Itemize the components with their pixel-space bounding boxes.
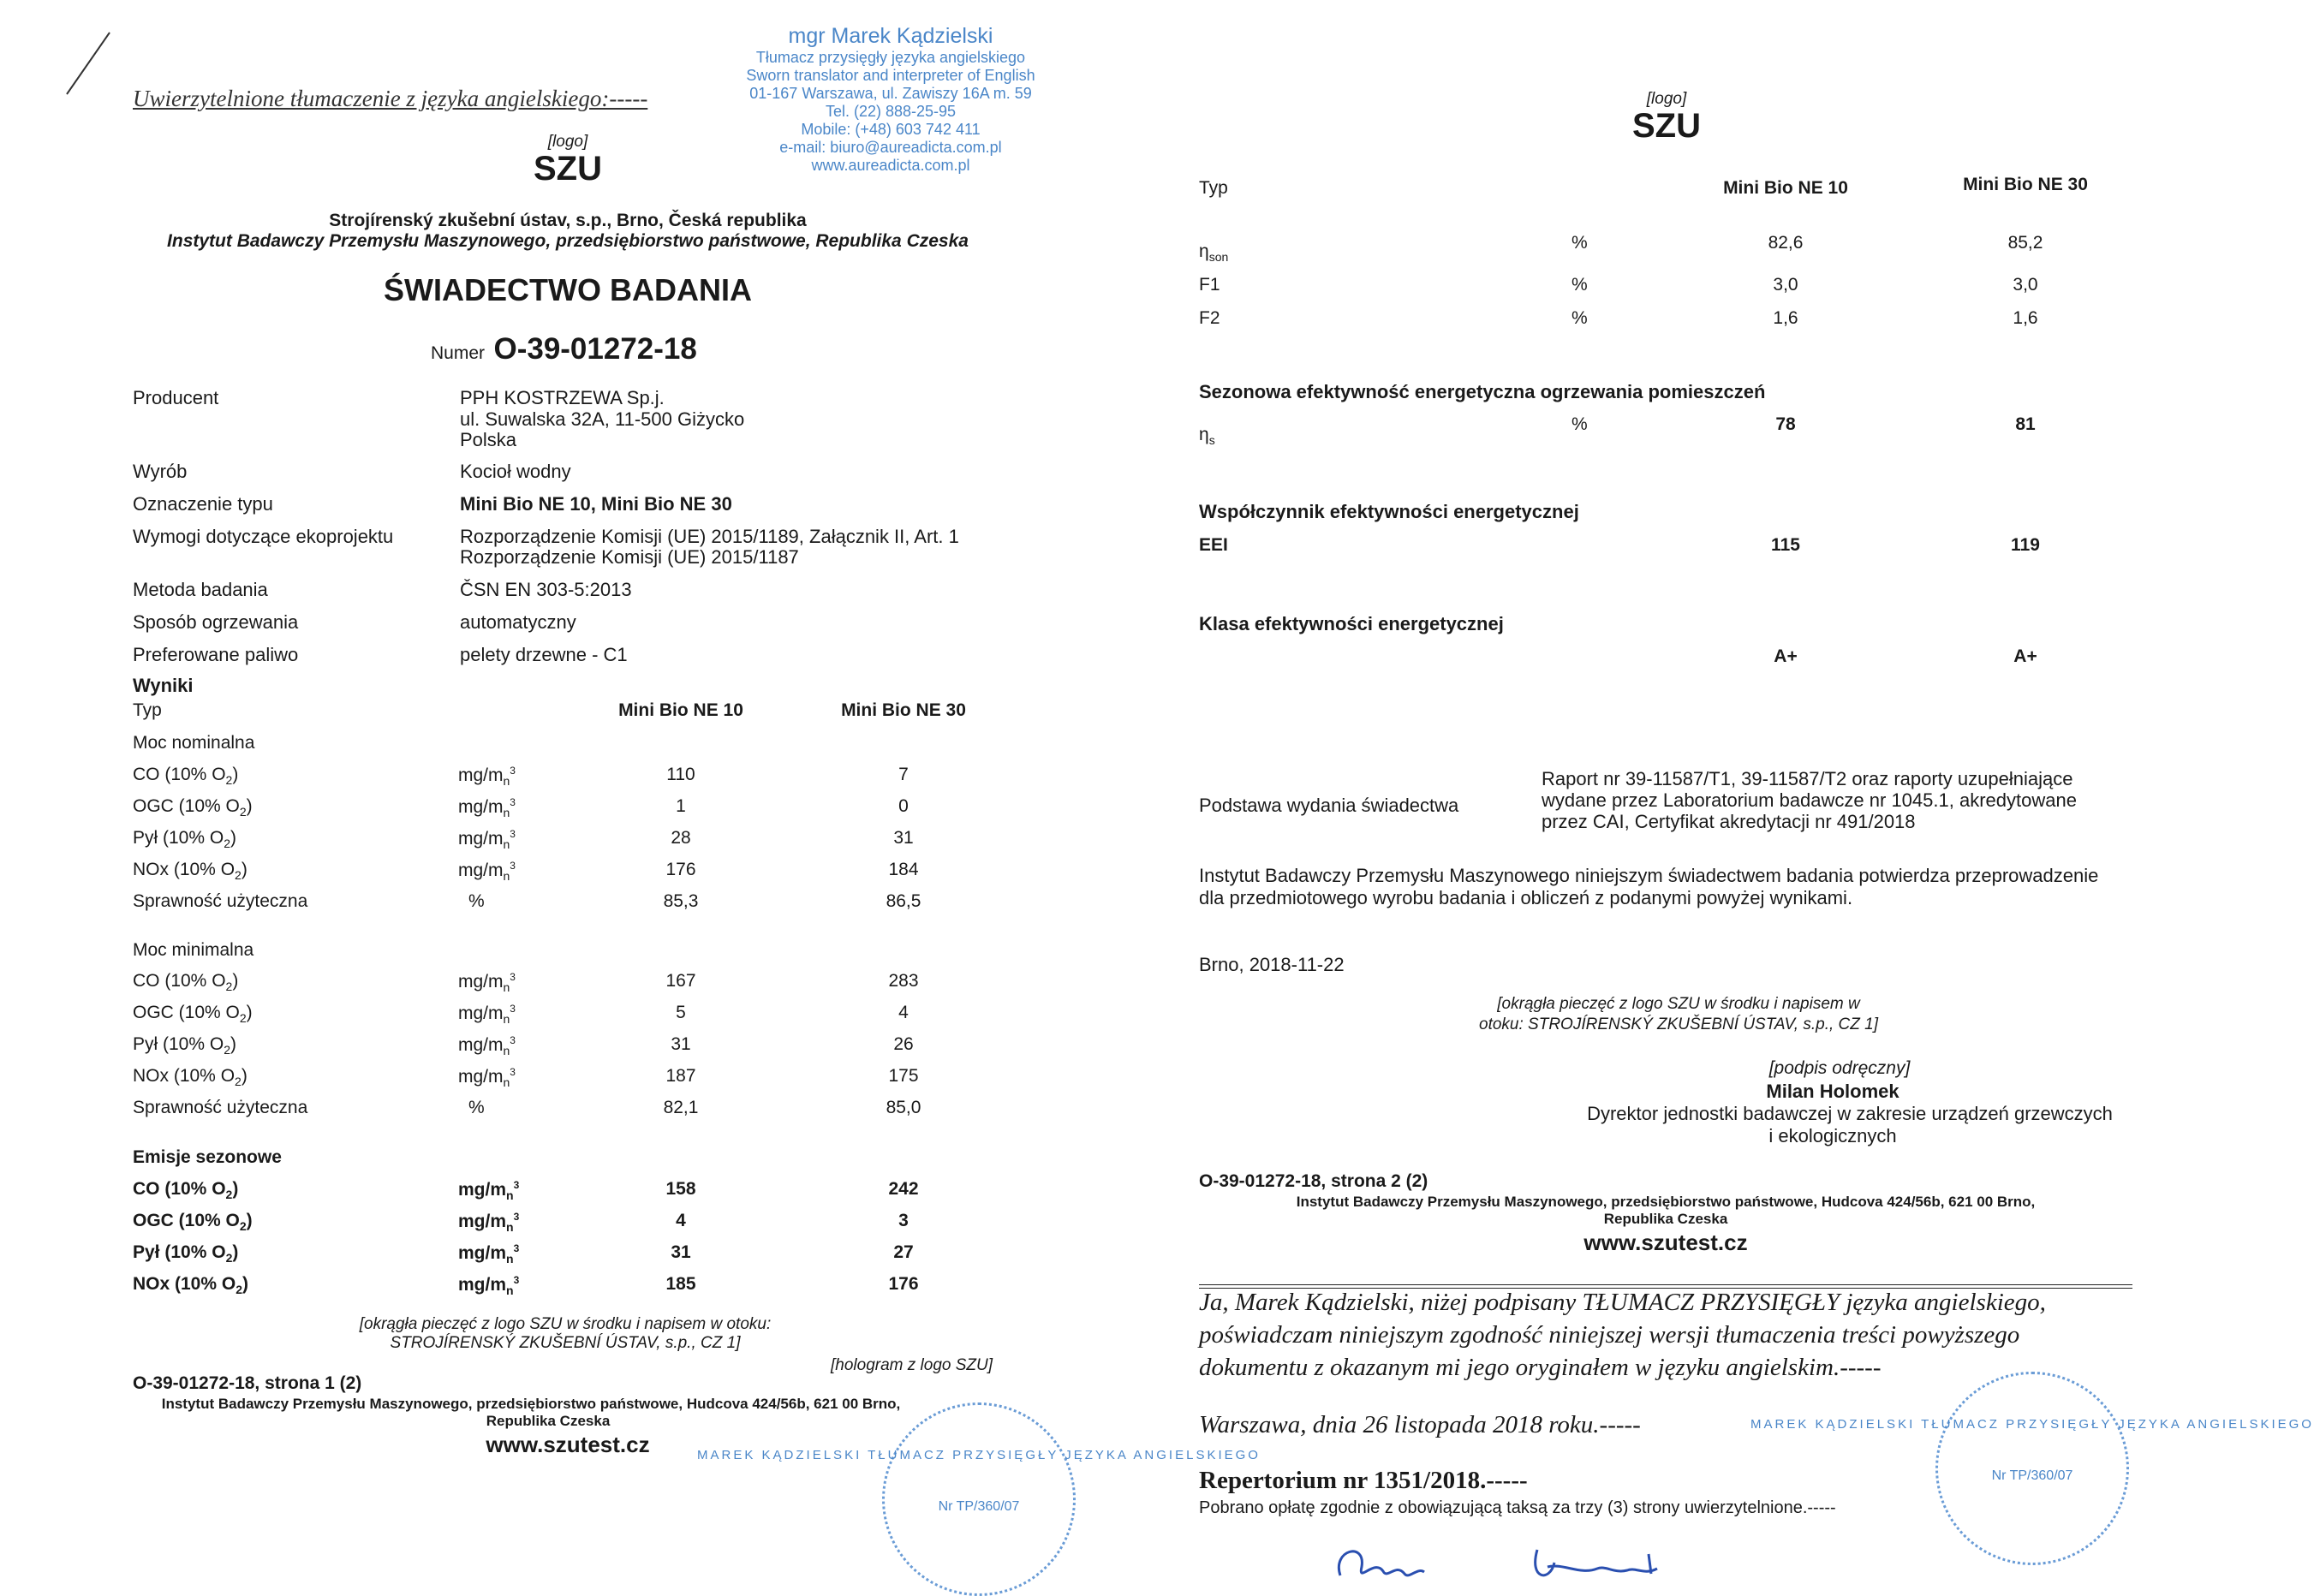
row-value: 1,6 <box>1773 308 1798 328</box>
row-value: 176 <box>665 860 696 879</box>
row-value: 78 <box>1775 414 1796 434</box>
translator-statement: dokumentu z okazanym mi jego oryginałem w języku angielskim.----- <box>1199 1354 1882 1381</box>
logo-szu: SZU <box>1632 107 1701 145</box>
results-title: Wyniki <box>133 675 194 696</box>
row-label: NOx (10% $O_2$) <box>133 860 248 883</box>
producer-label: Producent <box>133 387 219 408</box>
row-label: CO (10% $O_2$) <box>133 1179 239 1202</box>
stamp-line: Tłumacz przysięgły języka angielskiego <box>755 49 1026 66</box>
stamp-line: www.aureadicta.com.pl <box>811 157 970 174</box>
row-unit: $mg/m_n^3$ <box>458 765 516 789</box>
row-value: 85,0 <box>886 1098 921 1117</box>
row-label: NOx (10% $O_2$) <box>133 1274 249 1297</box>
table-row <box>1199 233 2141 265</box>
class-title: Klasa efektywności energetycznej <box>1199 613 1504 634</box>
fuel-label: Preferowane paliwo <box>133 644 299 665</box>
table-row <box>133 1242 989 1268</box>
row-unit: % <box>1571 275 1588 295</box>
row-unit: $mg/m_n^3$ <box>458 1274 520 1298</box>
confirm-line: Instytut Badawczy Przemysłu Maszynowego niniejszym świadectwem badania potwierdza przeprowadzenie <box>1199 865 2099 886</box>
row-value: 5 <box>676 1003 686 1022</box>
nominal-title: Moc nominalna <box>133 733 255 753</box>
number-label: Numer <box>431 343 486 363</box>
row-unit: $mg/m_n^3$ <box>458 1179 520 1203</box>
table-row <box>133 860 989 885</box>
row-label: OGC (10% $O_2$) <box>133 1211 253 1234</box>
row-value: 175 <box>888 1066 919 1086</box>
seasonal-title: Emisje sezonowe <box>133 1147 282 1167</box>
row-value: 167 <box>665 971 696 991</box>
translator-seal <box>697 1402 1261 1596</box>
certificate-number <box>431 332 697 366</box>
row-unit: $mg/m_n^3$ <box>458 796 516 820</box>
stamp-note: otoku: STROJÍRENSKÝ ZKUŠEBNÍ ÚSTAV, s.p., CZ 1] <box>1479 1015 1878 1033</box>
seal-number: Nr TP/360/07 <box>1991 1468 2073 1483</box>
stamp-line: Sworn translator and interpreter of English <box>746 67 1035 84</box>
type-label: Oznaczenie typu <box>133 493 273 515</box>
row-label: F1 <box>1199 275 1220 295</box>
heating-value: automatyczny <box>460 611 576 633</box>
eco-label: Wymogi dotyczące ekoprojektu <box>133 526 394 547</box>
table-row <box>133 891 989 917</box>
row-value: 1,6 <box>2013 308 2038 328</box>
logo-label: [logo] <box>1646 90 1687 108</box>
basis-line: wydane przez Laboratorium badawcze nr 1045.1, akredytowane <box>1542 789 2077 811</box>
translator-statement: poświadczam niniejszym zgodność niniejszej wersji tłumaczenia treści powyższego <box>1199 1321 2020 1349</box>
type-col: Typ <box>133 700 162 720</box>
table-row <box>1199 275 2141 301</box>
row-unit: $mg/m_n^3$ <box>458 828 516 852</box>
org-pl: Instytut Badawczy Przemysłu Maszynowego, przedsiębiorstwo państwowe, Republika Czeska <box>167 231 969 251</box>
row-unit: % <box>1571 308 1588 328</box>
row-value: 242 <box>888 1179 919 1199</box>
producer-line: PPH KOSTRZEWA Sp.j. <box>460 387 665 408</box>
results-header-row <box>1199 175 2141 204</box>
stamp-line: e-mail: biuro@aureadicta.com.pl <box>779 139 1002 156</box>
translator-seal <box>1750 1372 2314 1565</box>
basis-label: Podstawa wydania świadectwa <box>1199 795 1459 816</box>
eco-line: Rozporządzenie Komisji (UE) 2015/1189, Załącznik II, Art. 1 <box>460 526 959 547</box>
row-unit: $mg/m_n^3$ <box>458 1066 516 1090</box>
row-unit: % <box>468 891 485 911</box>
seasonal-eff-title: Sezonowa efektywność energetyczna ogrzewania pomieszczeń <box>1199 381 1766 402</box>
row-unit: $mg/m_n^3$ <box>458 1211 520 1235</box>
table-row <box>133 828 989 854</box>
repertorium: Repertorium nr 1351/2018.----- <box>1199 1467 1528 1494</box>
type-col: Typ <box>1199 178 1228 198</box>
row-value: 185 <box>665 1274 696 1294</box>
table-row <box>133 796 989 822</box>
table-row <box>133 1003 989 1028</box>
row-value: 0 <box>898 796 909 816</box>
row-value: 115 <box>1771 535 1800 555</box>
logo-szu: SZU <box>534 150 602 188</box>
footer-line: Instytut Badawczy Przemysłu Maszynowego, przedsiębiorstwo państwowe, Hudcova 424/56b, 621 00 Brno, <box>161 1396 901 1412</box>
translator-statement: Ja, Marek Kądzielski, niżej podpisany TŁUMACZ PRZYSIĘGŁY języka angielskiego, <box>1199 1289 2046 1316</box>
seal-text: MAREK KĄDZIELSKI TŁUMACZ PRZYSIĘGŁY JĘZYKA ANGIELSKIEGO <box>1750 1417 2314 1432</box>
number-value: O-39-01272-18 <box>493 332 697 366</box>
page-ref: O-39-01272-18, strona 1 (2) <box>133 1373 362 1393</box>
producer-line: Polska <box>460 429 517 450</box>
signer-name: Milan Holomek <box>1766 1081 1900 1102</box>
table-row <box>133 971 989 997</box>
website: www.szutest.cz <box>486 1432 650 1457</box>
row-value: 3,0 <box>2013 275 2038 295</box>
row-value: 158 <box>665 1179 696 1199</box>
table-row <box>1199 308 2141 334</box>
footer-line: Instytut Badawczy Przemysłu Maszynowego, przedsiębiorstwo państwowe, Hudcova 424/56b, 621 00 Brno, <box>1296 1194 2036 1210</box>
row-label: OGC (10% $O_2$) <box>133 796 253 819</box>
row-label: F2 <box>1199 308 1220 328</box>
signer-title: i ekologicznych <box>1768 1125 1897 1146</box>
row-value: 3,0 <box>1773 275 1798 295</box>
stamp-line: Tel. (22) 888-25-95 <box>825 103 957 120</box>
row-value: 176 <box>888 1274 919 1294</box>
product-label: Wyrób <box>133 461 188 482</box>
row-label: NOx (10% $O_2$) <box>133 1066 248 1089</box>
row-unit: $mg/m_n^3$ <box>458 1034 516 1058</box>
confirm-line: dla przedmiotowego wyrobu badania i obliczeń z podanymi powyżej wynikami. <box>1199 887 1853 908</box>
row-value: 86,5 <box>886 891 921 911</box>
row-value: 28 <box>671 828 691 848</box>
fee-note: Pobrano opłatę zgodnie z obowiązującą taksą za trzy (3) strony uwierzytelnione.----- <box>1199 1498 1836 1517</box>
row-value: 27 <box>893 1242 914 1262</box>
page-ref: O-39-01272-18, strona 2 (2) <box>1199 1171 1428 1191</box>
basis-line: przez CAI, Certyfikat akredytacji nr 491/2018 <box>1542 811 1916 832</box>
seal-number: Nr TP/360/07 <box>938 1499 1020 1514</box>
row-label: Pył (10% $O_2$) <box>133 1034 236 1057</box>
row-value: 4 <box>676 1211 686 1230</box>
row-unit: $mg/m_n^3$ <box>458 1003 516 1027</box>
row-unit: $mg/m_n^3$ <box>458 971 516 995</box>
product-value: Kocioł wodny <box>460 461 571 482</box>
stamp-line: 01-167 Warszawa, ul. Zawiszy 16A m. 59 <box>749 85 1032 102</box>
row-label: Sprawność użyteczna <box>133 1098 308 1117</box>
row-unit: % <box>1571 233 1588 253</box>
row-value: 31 <box>671 1034 691 1054</box>
logo-label: [logo] <box>547 133 588 151</box>
table-row <box>133 1274 989 1300</box>
org-cz: Strojírenský zkušební ústav, s.p., Brno, Česká republika <box>329 211 807 230</box>
row-value: 7 <box>898 765 909 784</box>
seal-text: MAREK KĄDZIELSKI TŁUMACZ PRZYSIĘGŁY JĘZYKA ANGIELSKIEGO <box>697 1448 1261 1462</box>
row-value: 81 <box>2015 414 2036 434</box>
producer-line: ul. Suwalska 32A, 11-500 Giżycko <box>460 408 745 430</box>
table-row <box>133 765 989 790</box>
signer-title: Dyrektor jednostki badawczej w zakresie urządzeń grzewczych <box>1587 1103 2113 1124</box>
row-value: 82,1 <box>663 1098 699 1117</box>
row-label: $\eta_{son}$ <box>1199 241 1229 265</box>
minimal-title: Moc minimalna <box>133 940 254 960</box>
row-value: 119 <box>2011 535 2040 555</box>
table-row <box>1199 646 2141 672</box>
model2-col: Mini Bio NE 30 <box>1963 175 2088 194</box>
model1-col: Mini Bio NE 10 <box>1723 178 1848 198</box>
row-value: 31 <box>893 828 914 848</box>
row-label: OGC (10% $O_2$) <box>133 1003 253 1026</box>
row-value: 184 <box>888 860 919 879</box>
eco-line: Rozporządzenie Komisji (UE) 2015/1187 <box>460 546 799 568</box>
certified-translation-header: Uwierzytelnione tłumaczenie z języka angielskiego:----- <box>133 86 648 111</box>
basis-line: Raport nr 39-11587/T1, 39-11587/T2 oraz raporty uzupełniające <box>1542 768 2073 789</box>
row-value: 31 <box>671 1242 691 1262</box>
row-label: CO (10% $O_2$) <box>133 765 239 788</box>
translator-place-date: Warszawa, dnia 26 listopada 2018 roku.----- <box>1199 1411 1641 1438</box>
row-value: 85,2 <box>2007 233 2043 253</box>
method-value: ČSN EN 303-5:2013 <box>460 579 632 600</box>
row-unit: $mg/m_n^3$ <box>458 1242 520 1266</box>
row-value: A+ <box>1774 646 1798 666</box>
place-date: Brno, 2018-11-22 <box>1199 954 1345 975</box>
stamp-name: mgr Marek Kądzielski <box>788 24 993 48</box>
table-row <box>133 1098 989 1123</box>
fuel-value: pelety drzewne - C1 <box>460 644 628 665</box>
table-row <box>133 1211 989 1236</box>
model1-col: Mini Bio NE 10 <box>618 700 743 720</box>
translator-stamp <box>745 24 1036 175</box>
footer-line: Republika Czeska <box>486 1413 611 1429</box>
stamp-note: [okrągła pieczęć z logo SZU w środku i napisem w otoku: <box>359 1315 772 1333</box>
row-label: $\eta_s$ <box>1199 425 1215 448</box>
table-row <box>133 1034 989 1060</box>
row-label: EEI <box>1199 535 1228 555</box>
row-label: CO (10% $O_2$) <box>133 971 239 994</box>
row-value: 187 <box>665 1066 696 1086</box>
row-value: 26 <box>893 1034 914 1054</box>
heating-label: Sposób ogrzewania <box>133 611 299 633</box>
row-label: Pył (10% $O_2$) <box>133 828 236 851</box>
type-value: Mini Bio NE 10, Mini Bio NE 30 <box>460 493 732 515</box>
handwritten-signature <box>1323 1533 1751 1593</box>
table-row <box>133 1179 989 1205</box>
row-value: 82,6 <box>1768 233 1804 253</box>
row-value: 1 <box>676 796 686 816</box>
row-unit: % <box>468 1098 485 1117</box>
row-value: 4 <box>898 1003 909 1022</box>
row-label: Sprawność użyteczna <box>133 891 308 911</box>
row-value: 283 <box>888 971 919 991</box>
table-row <box>1199 535 2141 561</box>
model2-col: Mini Bio NE 30 <box>841 700 966 720</box>
table-row <box>1199 414 2141 448</box>
hologram-note: [hologram z logo SZU] <box>831 1356 993 1374</box>
results-header-row <box>133 700 989 726</box>
method-label: Metoda badania <box>133 579 268 600</box>
footer-line: Republika Czeska <box>1603 1211 1728 1227</box>
eei-title: Współczynnik efektywności energetycznej <box>1199 501 1579 522</box>
row-value: A+ <box>2013 646 2037 666</box>
row-value: 110 <box>666 765 695 784</box>
pen-mark <box>60 26 120 103</box>
stamp-line: Mobile: (+48) 603 742 411 <box>801 121 981 138</box>
signature-note: [podpis odręczny] <box>1768 1058 1911 1078</box>
stamp-note: STROJÍRENSKÝ ZKUŠEBNÍ ÚSTAV, s.p., CZ 1] <box>390 1334 741 1352</box>
document-title: ŚWIADECTWO BADANIA <box>384 272 752 307</box>
stamp-note: [okrągła pieczęć z logo SZU w środku i napisem w <box>1497 995 1860 1013</box>
row-unit: $mg/m_n^3$ <box>458 860 516 884</box>
translator-divider <box>1199 1284 2132 1285</box>
website: www.szutest.cz <box>1583 1230 1748 1255</box>
row-unit: % <box>1571 414 1588 434</box>
table-row <box>133 1066 989 1092</box>
row-value: 85,3 <box>663 891 699 911</box>
row-label: Pył (10% $O_2$) <box>133 1242 239 1265</box>
row-value: 3 <box>898 1211 909 1230</box>
